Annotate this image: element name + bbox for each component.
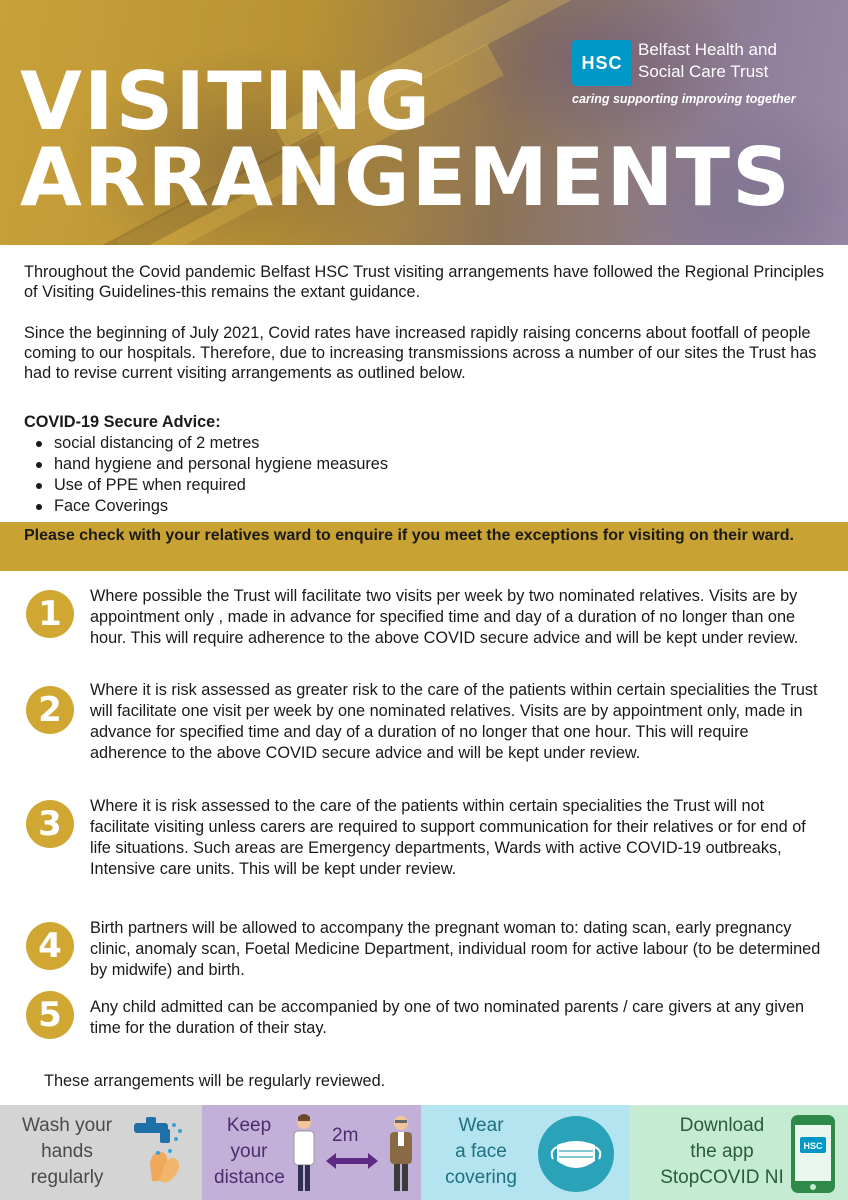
page-title-line2: ARRANGEMENTS <box>20 131 792 224</box>
advice-heading: COVID-19 Secure Advice: <box>24 413 221 431</box>
header-banner <box>0 0 848 245</box>
face-line1: Wear <box>458 1115 504 1136</box>
arrangement-text: Where it is risk assessed to the care of the patients within certain specialities the Trust will not facilitate visiting unless carers are required to support communication for their relatives or for end of life situations. Such areas are Emergency departments, Wards with active COVID-19 outbreaks, Intensive care units. This will be kept under review. <box>90 797 806 878</box>
face-mask-icon <box>537 1115 615 1193</box>
distance-line3: distance <box>214 1167 285 1188</box>
arrangement-text: Birth partners will be allowed to accompany the pregnant woman to: dating scan, early pregnancy clinic, anomaly scan, Foetal Medicine Department, individual room for active labour (to be determined by midwife) and birth. <box>90 919 821 979</box>
double-arrow-icon <box>324 1151 380 1171</box>
face-line2: a face <box>455 1141 507 1162</box>
distance-label: 2m <box>332 1125 359 1146</box>
page-title-line1: VISITING <box>20 55 433 148</box>
arrangement-text: Any child admitted can be accompanied by one of two nominated parents / care givers at any given time for the duration of their stay. <box>90 998 805 1037</box>
closing-note: These arrangements will be regularly reviewed. <box>44 1072 386 1090</box>
advice-list <box>36 433 388 517</box>
intro-paragraph-2: Since the beginning of July 2021, Covid rates have increased rapidly raising concerns about footfall of people coming to our hospitals. Therefore, due to increasing transmissions across a number of our sites the Trust has had to revise current visiting arrangements as outlined below. <box>24 324 817 382</box>
phone-app-icon <box>789 1113 837 1195</box>
tap-hands-icon <box>130 1115 192 1191</box>
wash-line2: hands <box>41 1141 93 1162</box>
number-badge: 2 <box>26 686 74 734</box>
phone-app-badge: HSC <box>803 1141 823 1151</box>
org-tagline: caring supporting improving together <box>572 92 796 106</box>
face-covering-panel <box>421 1105 629 1200</box>
wash-line1: Wash your <box>21 1115 113 1136</box>
keep-distance-panel <box>202 1105 421 1200</box>
number-badge: 5 <box>26 991 74 1039</box>
doctor-figure-icon <box>290 1113 318 1195</box>
number-badge: 1 <box>26 590 74 638</box>
arrangement-text: Where possible the Trust will facilitate two visits per week by two nominated relatives. Visits are by appointment only , made in advance for specified time and day of a duration of no longer than one hour. This will require adherence to the above COVID secure advice and will be kept under review. <box>90 587 799 647</box>
org-name-line1: Belfast Health and <box>638 40 777 59</box>
distance-line2: your <box>230 1141 268 1162</box>
app-line2: the app <box>690 1141 754 1162</box>
distance-line1: Keep <box>226 1115 272 1136</box>
download-app-panel <box>629 1105 848 1200</box>
hsc-logo-badge: HSC <box>572 40 632 86</box>
wash-hands-text <box>12 1113 122 1191</box>
app-line3: StopCOVID NI <box>660 1167 784 1188</box>
wash-hands-panel <box>0 1105 202 1200</box>
number-badge: 4 <box>26 922 74 970</box>
advice-item: Face Coverings <box>36 496 388 517</box>
advice-item: Use of PPE when required <box>36 475 388 496</box>
footer-strip <box>0 1105 848 1200</box>
app-line1: Download <box>679 1115 765 1136</box>
intro-paragraph-1: Throughout the Covid pandemic Belfast HSC Trust visiting arrangements have followed the Regional Principles of Visiting Guidelines-this remains the extant guidance. <box>24 263 825 301</box>
exceptions-banner: Please check with your relatives ward to enquire if you meet the exceptions for visiting on their ward. <box>0 522 848 571</box>
elderly-man-icon <box>386 1113 416 1195</box>
number-badge: 3 <box>26 800 74 848</box>
arrangement-text: Where it is risk assessed as greater risk to the care of the patients within certain specialities the Trust will facilitate one visit per week by one nominated relatives. Visits are by appointment only, made in advance for specified time and day of a duration of no longer that one hour. This will require adherence to the above COVID secure advice and will be kept under review. <box>90 681 818 762</box>
face-line3: covering <box>445 1167 517 1188</box>
org-name-line2: Social Care Trust <box>638 62 769 81</box>
wash-line3: regularly <box>30 1167 104 1188</box>
keep-distance-text <box>214 1113 284 1191</box>
face-covering-text <box>431 1113 531 1191</box>
advice-item: social distancing of 2 metres <box>36 433 388 454</box>
advice-item: hand hygiene and personal hygiene measures <box>36 454 388 475</box>
trust-logo <box>572 40 832 110</box>
download-app-text <box>647 1113 797 1191</box>
